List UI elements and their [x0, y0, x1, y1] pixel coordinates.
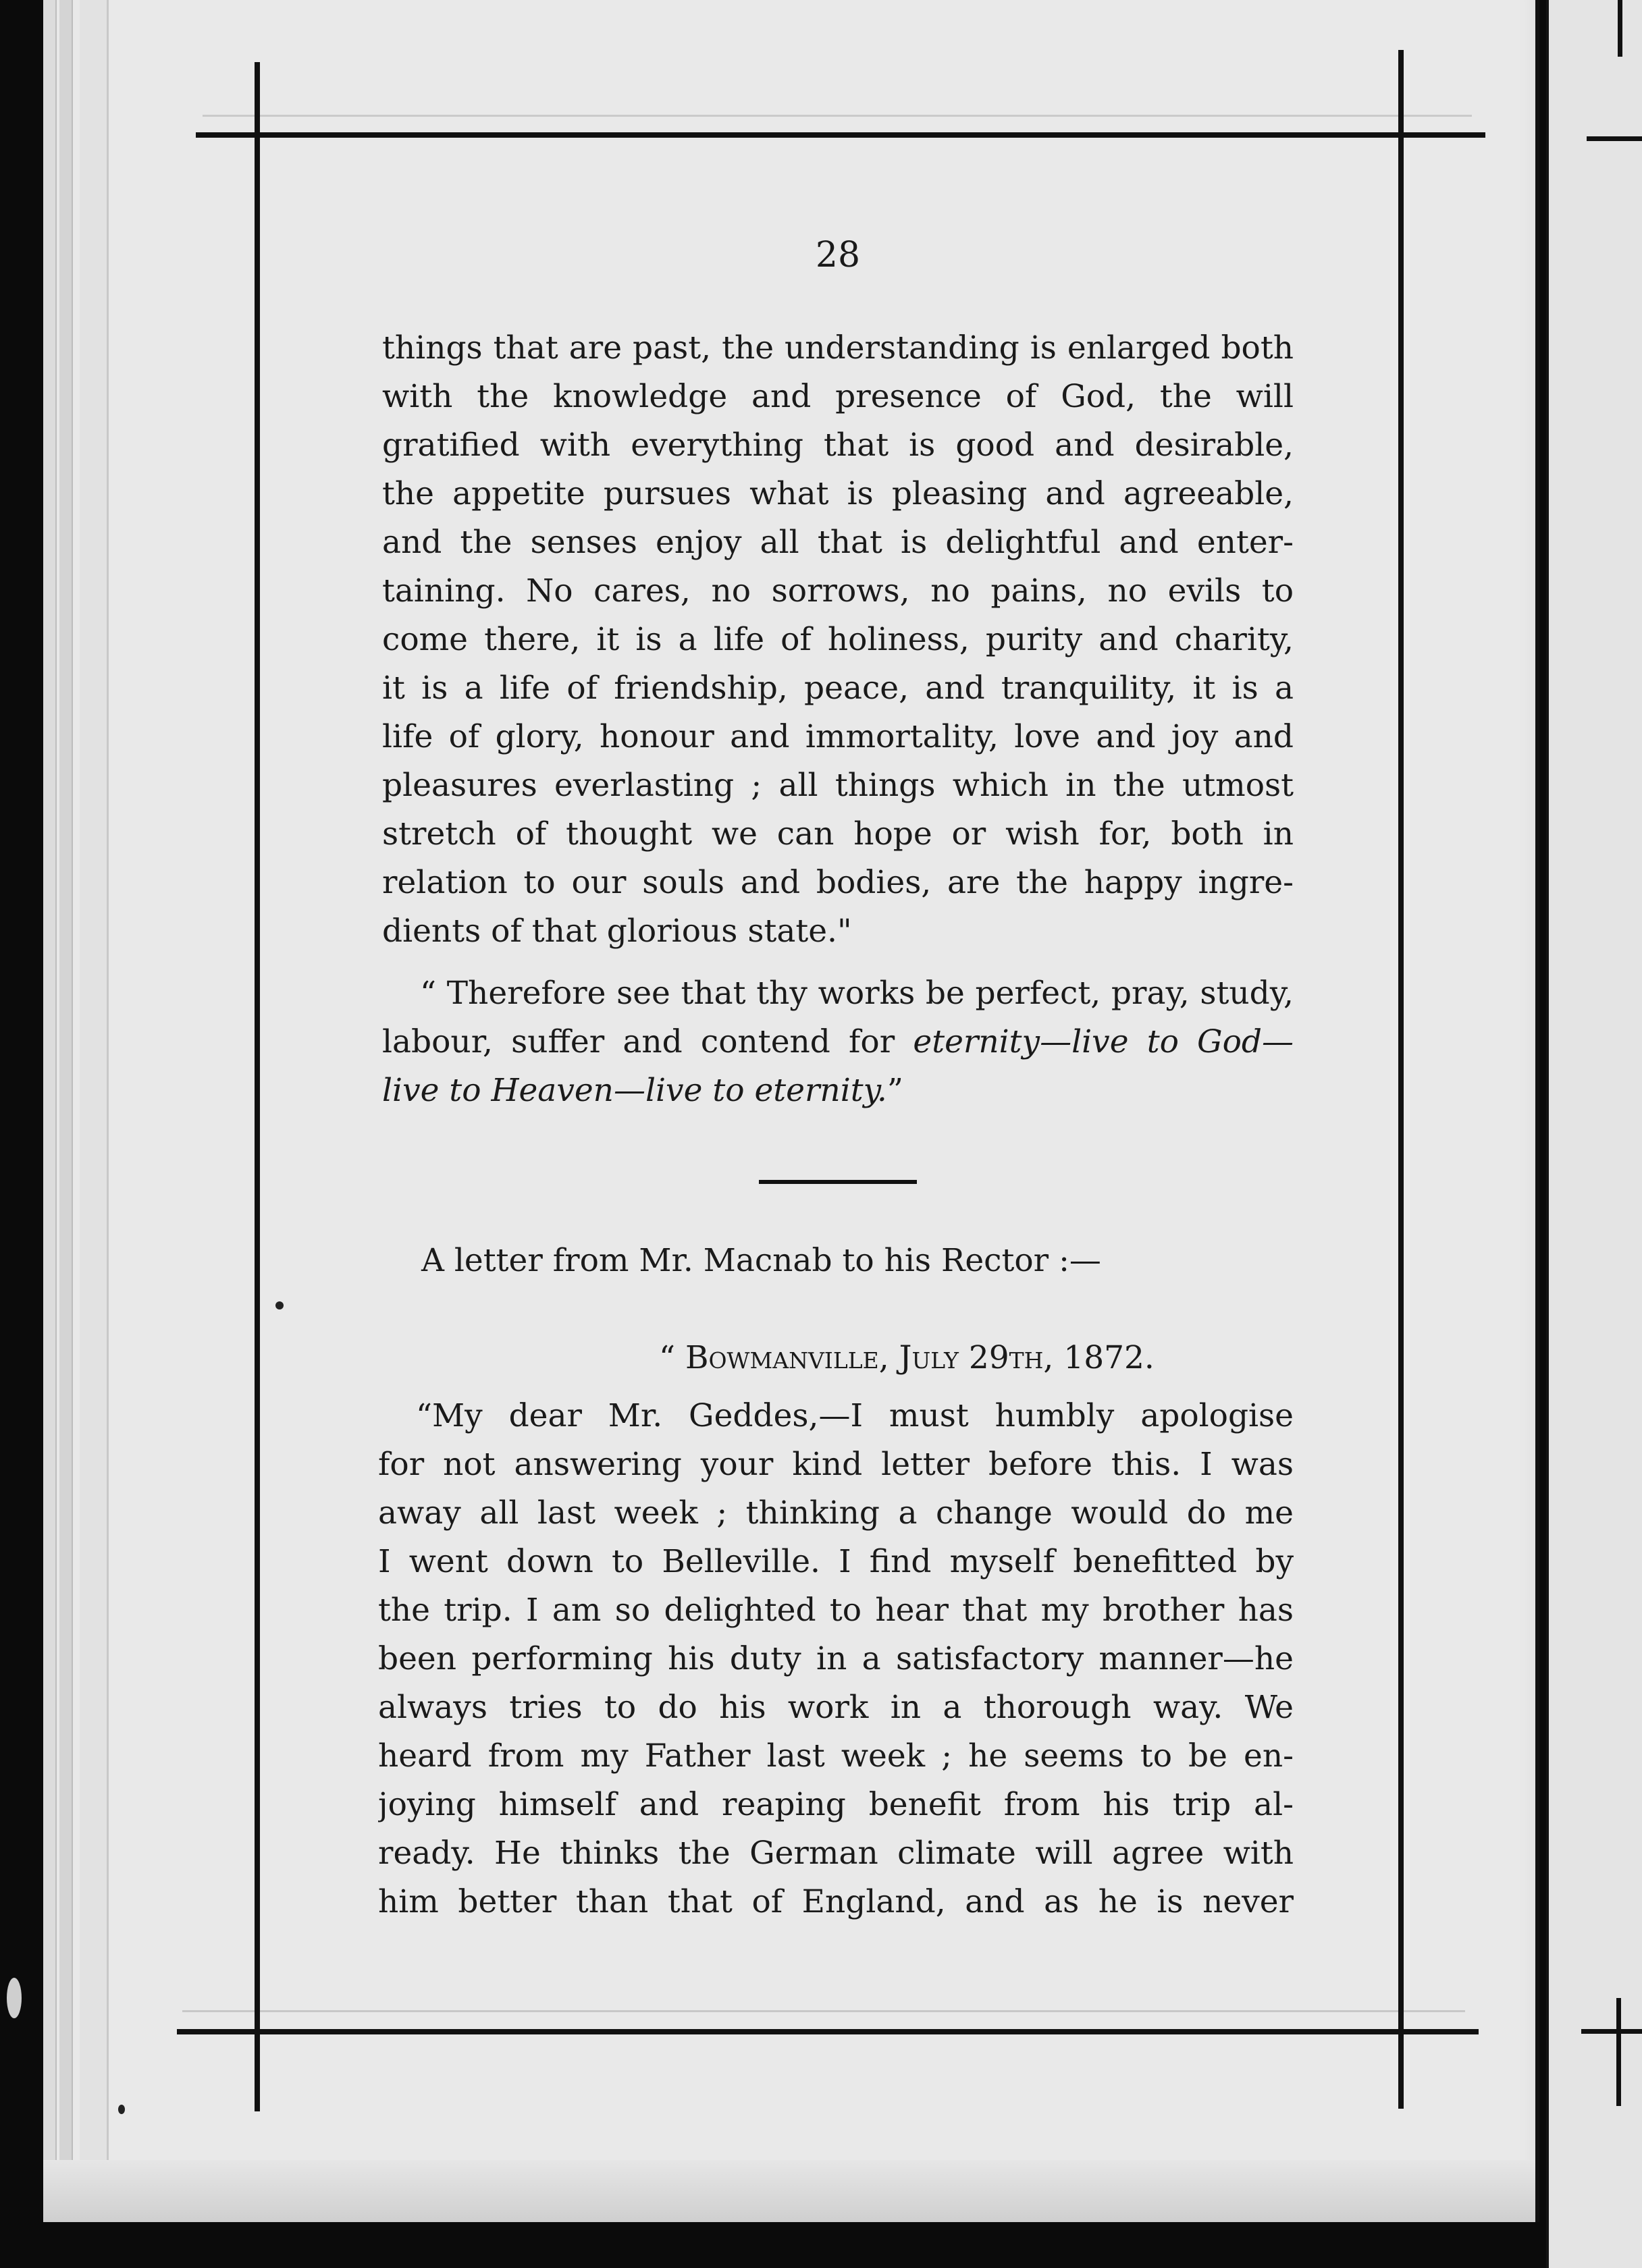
- text-line: life of glory, honour and immortality, love and joy and: [382, 718, 1294, 755]
- text-line: with the knowledge and presence of God, the will: [382, 378, 1294, 415]
- frame-top-rule: [196, 132, 1485, 138]
- text-line: been performing his duty in a satisfactory manner—he: [378, 1640, 1294, 1677]
- facing-page-vline: [1618, 0, 1622, 57]
- facing-page-vline: [1616, 1998, 1621, 2106]
- letter-dateline: “ Bowmanville, July 29th, 1872.: [659, 1339, 1155, 1376]
- facing-page-edge: [1546, 0, 1642, 2268]
- text-line: heard from my Father last week ; he seems to be en-: [378, 1737, 1294, 1775]
- text-line: joying himself and reaping benefit from his trip al-: [378, 1786, 1294, 1823]
- letter-body: [378, 1392, 1294, 1926]
- frame-left-rule: [255, 62, 260, 2111]
- text-line: “My dear Mr. Geddes,—I must humbly apologise: [416, 1397, 1294, 1434]
- text-line: for not answering your kind letter before this. I was: [378, 1446, 1294, 1483]
- page-edge: [59, 0, 73, 2222]
- section-separator: [759, 1180, 917, 1184]
- paragraph-continuation: [382, 324, 1294, 956]
- page-edge: [43, 0, 57, 2222]
- text-line: ready. He thinks the German climate will agree with: [378, 1835, 1294, 1872]
- facing-page-rule: [1581, 2029, 1642, 2034]
- italic-text-run: eternity—live to God—: [913, 1023, 1294, 1060]
- text-line: relation to our souls and bodies, are the happy ingre-: [382, 864, 1294, 901]
- quotation-paragraph: [382, 969, 1294, 1115]
- ghost-rule: [203, 115, 1472, 117]
- scan-speck: [7, 1978, 22, 2018]
- text-line: [382, 1018, 1294, 1066]
- text-line: I went down to Belleville. I find myself benefitted by: [378, 1543, 1294, 1580]
- text-line: pleasures everlasting ; all things which in the utmost: [382, 767, 1294, 804]
- page-number: 28: [815, 235, 861, 275]
- text-line: come there, it is a life of holiness, purity and charity,: [382, 621, 1294, 658]
- letter-introduction: A letter from Mr. Macnab to his Rector :—: [421, 1242, 1101, 1279]
- text-line: the appetite pursues what is pleasing and agreeable,: [382, 475, 1294, 512]
- frame-bottom-rule: [177, 2029, 1479, 2034]
- text-run: labour, suffer and contend for: [382, 1023, 913, 1060]
- text-line: taining. No cares, no sorrows, no pains, no evils to: [382, 572, 1294, 610]
- text-line: things that are past, the understanding is enlarged both: [382, 329, 1294, 367]
- text-line: gratified with everything that is good and desirable,: [382, 427, 1294, 464]
- text-line: the trip. I am so delighted to hear that my brother has: [378, 1592, 1294, 1629]
- scan-speck: [275, 1301, 284, 1310]
- text-line: stretch of thought we can hope or wish for, both in: [382, 815, 1294, 853]
- scan-speck: [118, 2105, 125, 2114]
- text-run: ”: [886, 1072, 903, 1109]
- ghost-rule: [182, 2010, 1465, 2012]
- text-line: it is a life of friendship, peace, and tranquility, it is a: [382, 670, 1294, 707]
- text-line: away all last week ; thinking a change would do me: [378, 1494, 1294, 1532]
- text-line: always tries to do his work in a thorough way. We: [378, 1689, 1294, 1726]
- italic-text-run: live to Heaven—live to eternity.: [382, 1072, 887, 1109]
- text-line: him better than that of England, and as he is never: [378, 1883, 1294, 1920]
- frame-right-rule: [1398, 50, 1404, 2109]
- page-edge: [80, 0, 109, 2222]
- text-line: “ Therefore see that thy works be perfect, pray, study,: [420, 975, 1294, 1012]
- text-line: and the senses enjoy all that is delightful and enter-: [382, 524, 1294, 561]
- page-bottom-shadow: [43, 2160, 1535, 2222]
- text-line: [382, 1066, 1294, 1115]
- text-line: dients of that glorious state.": [382, 913, 852, 950]
- facing-page-rule: [1587, 136, 1642, 141]
